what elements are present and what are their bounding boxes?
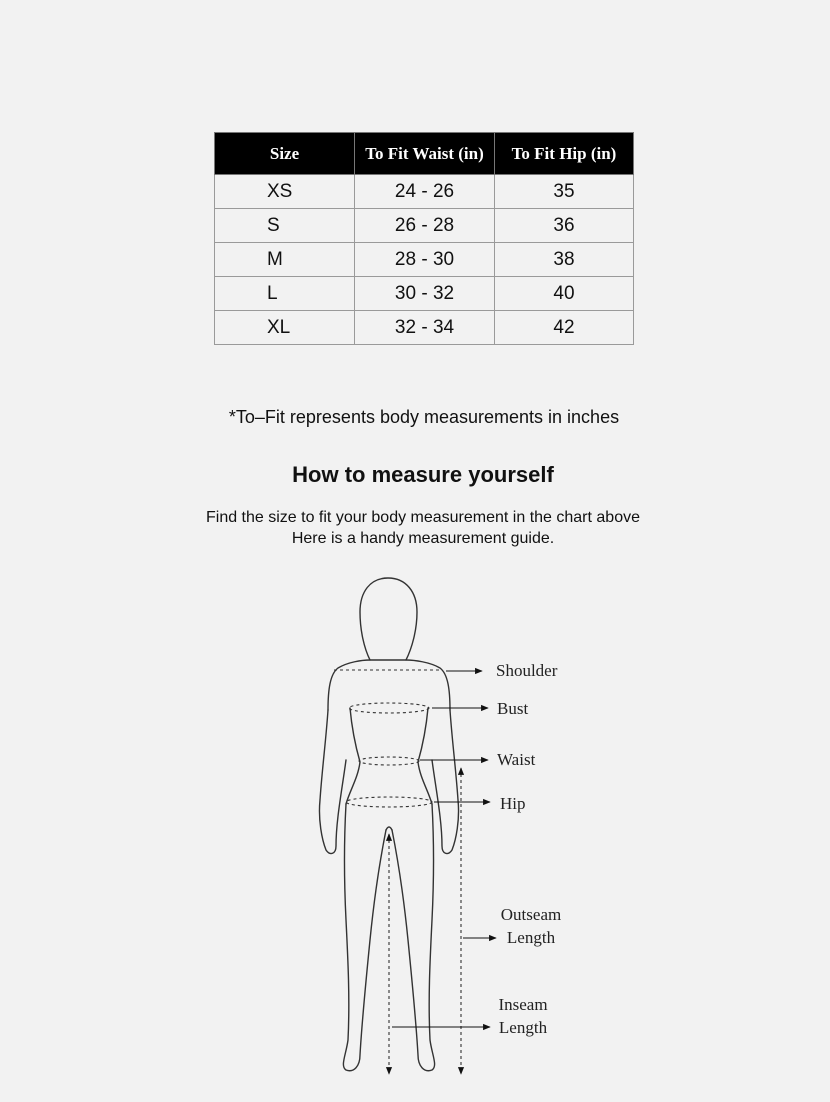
inseam-label	[492, 993, 554, 1039]
waist-cell: 26 - 28	[355, 209, 495, 243]
hip-cell: 35	[495, 175, 634, 209]
size-chart-table	[214, 132, 634, 345]
figure-torso-outline	[346, 708, 432, 804]
size-cell: L	[215, 277, 355, 311]
figure-head-outline	[360, 578, 417, 660]
waist-measure-ellipse	[359, 757, 419, 765]
inseam-label-line-2: Length	[498, 1018, 548, 1037]
table-row	[215, 277, 634, 311]
hip-cell: 36	[495, 209, 634, 243]
figure-right-leg-outline	[392, 804, 435, 1071]
shoulder-label: Shoulder	[496, 661, 558, 680]
hip-cell: 40	[495, 277, 634, 311]
outseam-label-line-2: Length	[506, 928, 556, 947]
guide-intro-line-1: Find the size to fit your body measurement in the chart above	[205, 509, 640, 526]
guide-heading: How to measure yourself	[292, 462, 554, 487]
size-chart-header-row	[215, 133, 634, 175]
size-cell: M	[215, 243, 355, 277]
size-cell: S	[215, 209, 355, 243]
waist-cell: 28 - 30	[355, 243, 495, 277]
table-row	[215, 311, 634, 345]
table-row	[215, 243, 634, 277]
guide-intro-line-2: Here is a handy measurement guide.	[291, 530, 555, 547]
measurement-note: *To–Fit represents body measurements in inches	[228, 407, 620, 427]
hip-cell: 42	[495, 311, 634, 345]
inseam-label-line-1: Inseam	[498, 995, 548, 1014]
size-cell: XL	[215, 311, 355, 345]
outseam-label	[494, 903, 568, 949]
header-hip: To Fit Hip (in)	[495, 133, 634, 175]
size-cell: XS	[215, 175, 355, 209]
hip-label: Hip	[500, 794, 526, 813]
figure-left-arm-outline	[319, 710, 346, 853]
hip-cell: 38	[495, 243, 634, 277]
outseam-label-line-1: Outseam	[500, 905, 562, 924]
hip-measure-ellipse	[346, 797, 432, 807]
table-row	[215, 175, 634, 209]
bust-measure-ellipse	[349, 703, 429, 713]
waist-cell: 30 - 32	[355, 277, 495, 311]
header-size: Size	[215, 133, 355, 175]
figure-left-leg-outline	[343, 804, 386, 1071]
bust-label: Bust	[497, 699, 529, 718]
header-waist: To Fit Waist (in)	[355, 133, 495, 175]
waist-label: Waist	[497, 750, 536, 769]
body-measurement-figure	[300, 570, 500, 1085]
table-row	[215, 209, 634, 243]
figure-right-arm-outline	[432, 710, 459, 853]
waist-cell: 32 - 34	[355, 311, 495, 345]
guide-intro	[0, 507, 830, 549]
waist-cell: 24 - 26	[355, 175, 495, 209]
